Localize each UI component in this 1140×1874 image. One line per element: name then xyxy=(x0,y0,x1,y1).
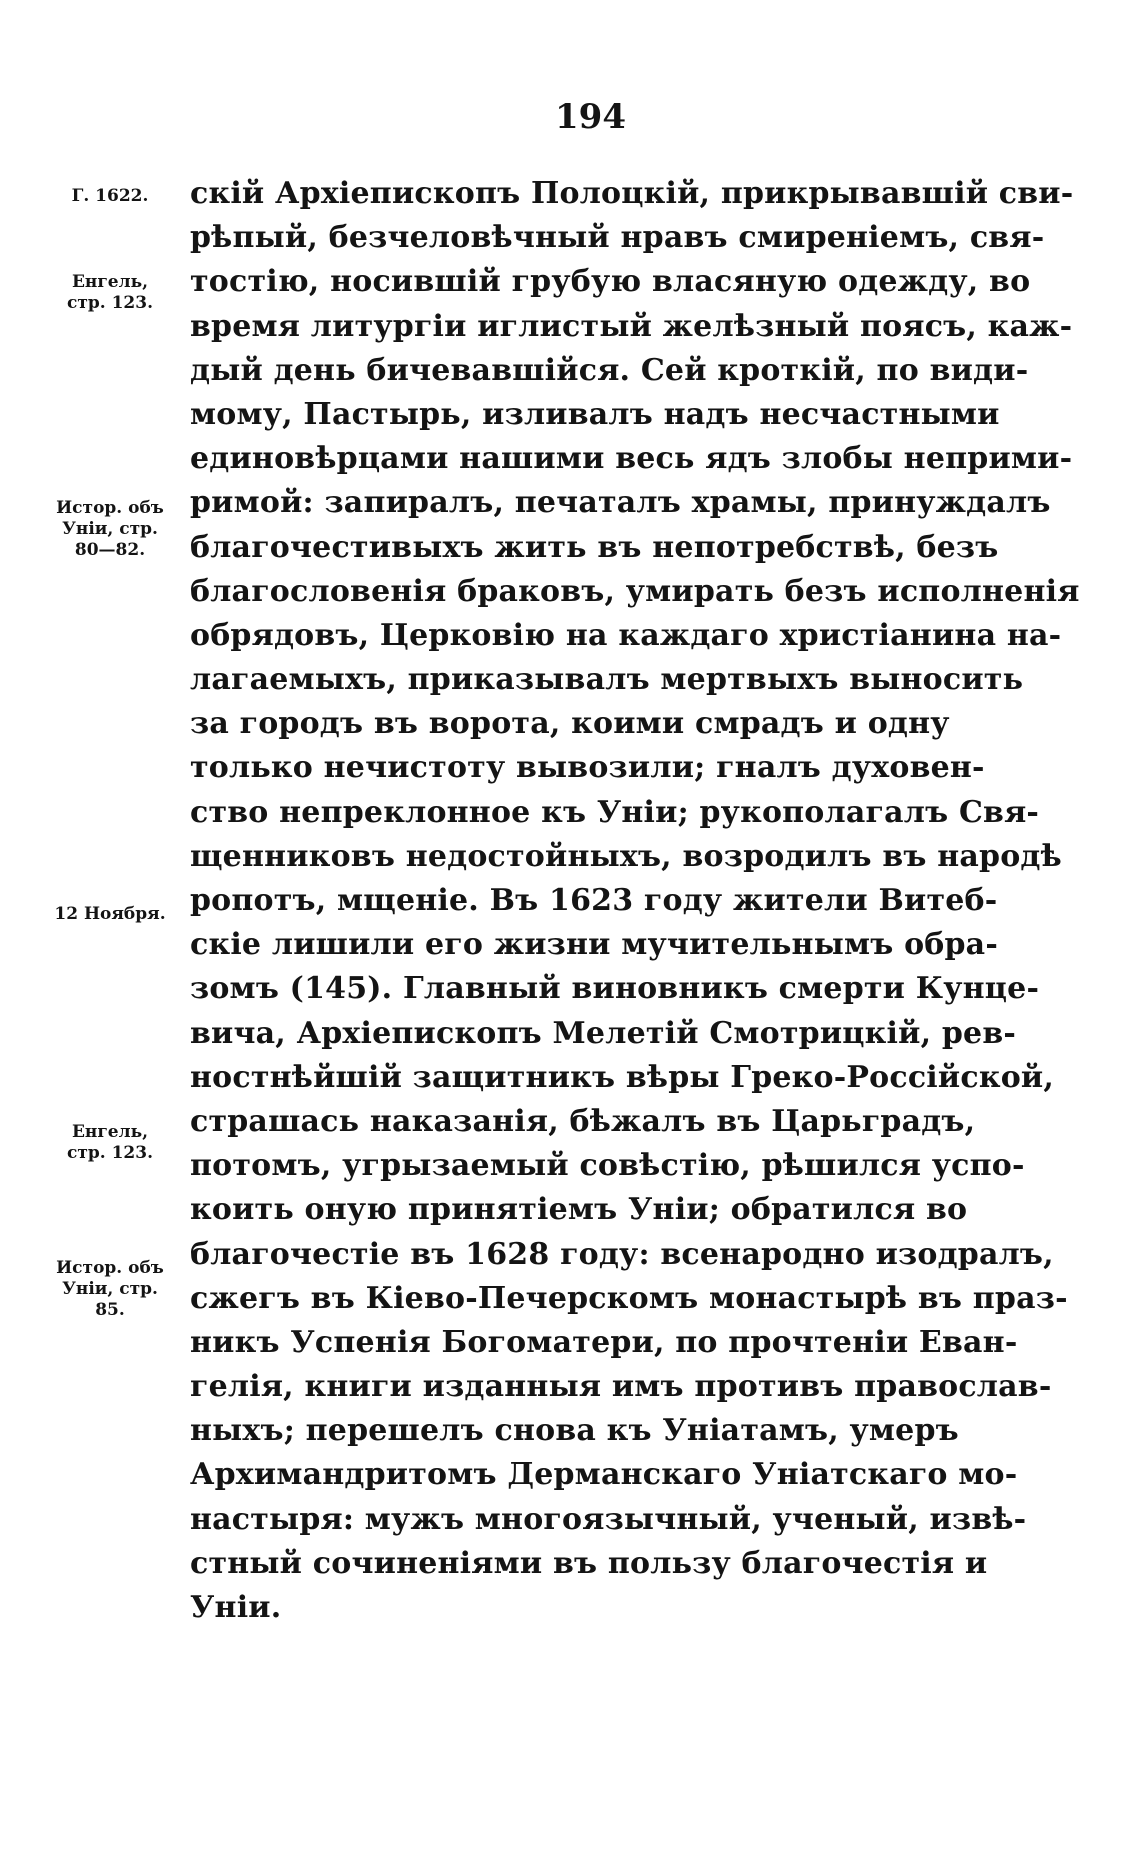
text-line: рѣпый, безчеловѣчный нравъ смиреніемъ, свя- xyxy=(190,220,1045,256)
text-line: обрядовъ, Церковію на каждаго христіанина на- xyxy=(190,617,1062,653)
margin-note-line: Г. 1622. xyxy=(71,186,149,206)
text-line: настыря: мужъ многоязычный, ученый, извѣ- xyxy=(190,1501,1027,1537)
body-text xyxy=(190,172,1080,1630)
margin-note-line: 80—82. xyxy=(74,540,146,560)
margin-note-date xyxy=(35,904,185,925)
text-line: дый день бичевавшійся. Сей кроткій, по види- xyxy=(190,352,1029,388)
margin-note-line: Енгель, xyxy=(71,1122,149,1142)
text-line: гелія, книги изданныя имъ противъ православ- xyxy=(190,1369,1052,1405)
text-line: вича, Архіепископъ Мелетій Смотрицкій, рев- xyxy=(190,1015,1017,1051)
text-line: благочестіе въ 1628 году: всенародно изодралъ, xyxy=(190,1236,1054,1272)
text-line: потомъ, угрызаемый совѣстію, рѣшился успо- xyxy=(190,1148,1025,1184)
text-line: страшась наказанія, бѣжалъ въ Царьградъ, xyxy=(190,1103,976,1139)
text-line: лагаемыхъ, приказывалъ мертвыхъ выносить xyxy=(190,662,1024,698)
margin-note-year xyxy=(35,186,185,207)
text-line: благочестивыхъ жить въ непотребствѣ, безъ xyxy=(190,529,999,565)
text-line: никъ Успенія Богоматери, по прочтеніи Еван- xyxy=(190,1324,1018,1360)
margin-note-engel-reference xyxy=(35,1122,185,1164)
text-line: ропотъ, мщеніе. Въ 1623 году жители Витеб- xyxy=(190,883,998,918)
margin-note-line: Истор. объ xyxy=(56,1258,164,1278)
text-line: ныхъ; перешелъ снова къ Уніатамъ, умеръ xyxy=(190,1413,959,1449)
text-line: ностнѣйшій защитникъ вѣры Греко-Россійской, xyxy=(190,1059,1054,1095)
text-line: коить оную принятіемъ Уніи; обратился во xyxy=(190,1192,968,1228)
text-line: сжегъ въ Кіево-Печерскомъ монастырѣ въ праз- xyxy=(190,1280,1068,1316)
text-line: тостію, носившій грубую власяную одежду, во xyxy=(190,264,1031,300)
text-line: римой: запиралъ, печаталъ храмы, принуждалъ xyxy=(190,485,1051,521)
margin-note-line: Енгель, xyxy=(71,272,149,292)
text-line: скіе лишили его жизни мучительнымъ обра- xyxy=(190,927,998,963)
text-line: Архимандритомъ Дерманскаго Уніатскаго мо- xyxy=(190,1457,1018,1493)
text-line: благословенія браковъ, умирать безъ исполненія xyxy=(190,573,1080,609)
text-line: стный сочиненіями въ пользу благочестія и xyxy=(190,1545,988,1581)
text-line: мому, Пастырь, изливалъ надъ несчастными xyxy=(190,396,1000,432)
text-line: ство непреклонное къ Уніи; рукополагалъ Свя- xyxy=(190,794,1040,830)
text-line: Уніи. xyxy=(190,1590,282,1625)
text-line: скій Архіепископъ Полоцкій, прикрывавшій сви- xyxy=(190,176,1074,211)
margin-note-engel-reference xyxy=(35,272,185,314)
text-line: зомъ (145). Главный виновникъ смерти Кунце- xyxy=(190,971,1040,1007)
margin-note-history-reference xyxy=(35,498,185,561)
margin-note-line: 85. xyxy=(95,1300,125,1320)
margin-note-line: стр. 123. xyxy=(66,1143,153,1163)
text-line: время литургіи иглистый желѣзный поясъ, каж- xyxy=(190,308,1073,344)
margin-note-line: Уніи, стр. xyxy=(62,519,158,539)
margin-note-line: Истор. объ xyxy=(56,498,164,518)
margin-note-history-reference xyxy=(35,1258,185,1321)
margin-note-line: Уніи, стр. xyxy=(62,1279,158,1299)
margin-note-line: стр. 123. xyxy=(66,293,153,313)
text-line: за городъ въ ворота, коими смрадъ и одну xyxy=(190,706,950,742)
text-line: только нечистоту вывозили; гналъ духовен- xyxy=(190,750,985,786)
margin-note-line: 12 Ноября. xyxy=(54,904,166,924)
text-line: щенниковъ недостойныхъ, возродилъ въ народѣ xyxy=(190,838,1062,874)
text-line: единовѣрцами нашими весь ядъ злобы неприми- xyxy=(190,441,1073,477)
page-number: 194 xyxy=(555,97,626,137)
